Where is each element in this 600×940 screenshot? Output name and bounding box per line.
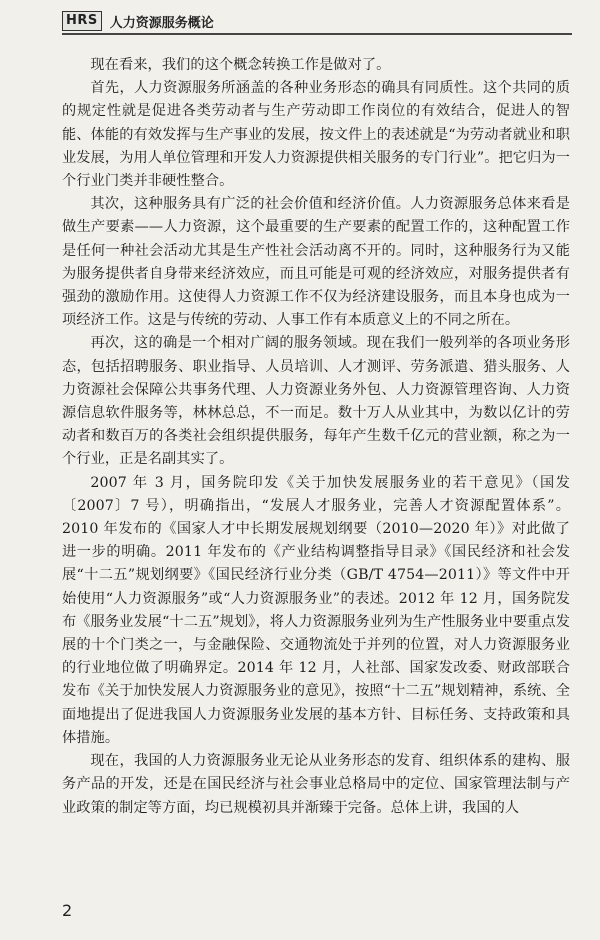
paragraph-4: 再次，这的确是一个相对广阔的服务领域。现在我们一般列举的各项业务形态，包括招聘服务、职业指导、人员培训、人才测评、劳务派遣、猎头服务、人力资源社会保障公共事务代理、人力资源业务外包、人力资源管理咨询、人力资源信息软件服务等，林林总总，不一而足。数十万人从业其中，为数以亿计的劳动者和数百万的各类社会组织提供服务，每年产生数千亿元的营业额，称之为一个行业，正是名副其实了。 [62, 335, 570, 468]
book-title: 人力资源服务概论 [109, 15, 214, 31]
paragraph-3: 其次，这种服务具有广泛的社会价值和经济价值。人力资源服务总体来看是做生产要素——人力资源，这个最重要的生产要素的配置工作的，这种配置工作是任何一种社会活动尤其是生产性社会活动离不开的。同时，这种服务行为又能为服务提供者自身带来经济效应，而且可能是可观的经济效应，对服务提供者有强劲的激励作用。这使得人力资源工作不仅为经济建设服务，而且本身也成为一项经济工作。这是与传统的劳动、人事工作有本质意义上的不同之所在。 [62, 196, 570, 329]
paragraph-1: 现在看来，我们的这个概念转换工作是做对了。 [90, 57, 391, 73]
running-header [62, 8, 214, 34]
paragraph-5: 2007 年 3 月，国务院印发《关于加快发展服务业的若干意见》（国发〔2007〕7 号），明确指出，“发展人才服务业，完善人才资源配置体系”。2010 年发布的《国家人才中长期发展规划纲要（2010—2020 年）》对此做了进一步的明确。2011 年发布的《产业结构调整指导目录》《国民经济和社会发展“十二五”规划纲要》《国民经济行业分类（GB/T 4754—2011）》等文件中开始使用“人力资源服务”或“人力资源服务业”的表述。2012 年 12 月，国务院发布《服务业发展“十二五”规划》，将人力资源服务业列为生产性服务业中要重点发展的十个门类之一，与金融保险、交通物流处于并列的位置，对人力资源服务业的行业地位做了明确界定。2014 年 12 月，人社部、国家发改委、财政部联合发布《关于加快发展人力资源服务业的意见》，按照“十二五”规划精神，系统、全面地提出了促进我国人力资源服务业发展的基本方针、目标任务、支持政策和具体措施。 [62, 474, 570, 746]
paragraph-2: 首先，人力资源服务所涵盖的各种业务形态的确具有同质性。这个共同的质的规定性就是促进各类劳动者与生产劳动即工作岗位的有效结合，促进人的智能、体能的有效发挥与生产事业的发展，按文件上的表述就是“为劳动者就业和职业发展，为用人单位管理和开发人力资源提供相关服务的专门行业”。把它归为一个行业门类并非硬性整合。 [62, 80, 570, 190]
header-divider [62, 33, 572, 35]
series-badge: HRS [62, 11, 102, 31]
body-text [62, 54, 570, 820]
page-number: 2 [62, 901, 73, 920]
paragraph-6: 现在，我国的人力资源服务业无论从业务形态的发育、组织体系的建构、服务产品的开发，还是在国民经济与社会事业总格局中的定位、国家管理法制与产业政策的制定等方面，均已规模初具并渐臻于完备。总体上讲，我国的人 [62, 753, 570, 816]
